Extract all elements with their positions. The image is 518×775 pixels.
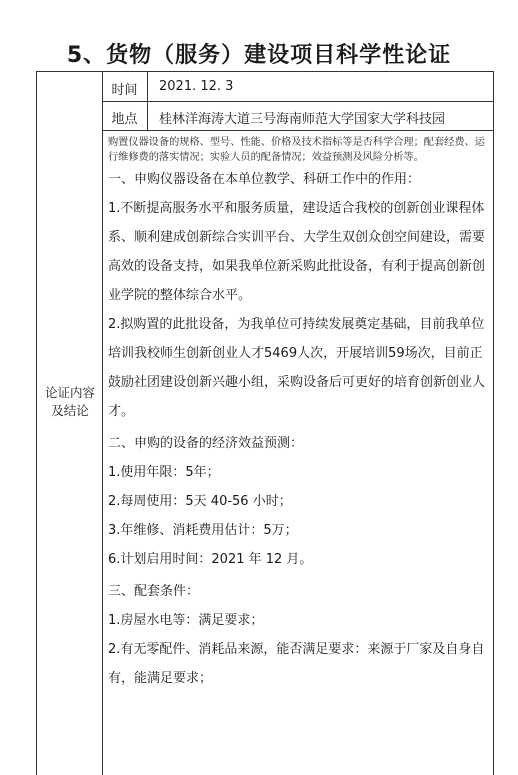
- row-divider-1: [102, 101, 493, 102]
- document-title: 5、货物（服务）建设项目科学性论证: [66, 43, 452, 68]
- list-item-maintenance-cost: 3.年维修、消耗费用估计：5万；: [108, 523, 298, 538]
- list-item-weekly-usage: 2.每周使用：5天 40-56 小时；: [108, 494, 292, 509]
- list-item-usage-years: 1.使用年限：5年；: [108, 465, 220, 480]
- argument-content: [108, 165, 490, 693]
- section-heading-1: 一、申购仪器设备在本单位教学、科研工作中的作用：: [108, 172, 421, 187]
- list-item-start-date: 6.计划启用时间：2021 年 12 月。: [108, 552, 313, 567]
- list-item-utilities: 1.房屋水电等：满足要求；: [108, 613, 264, 628]
- time-value: 2021. 12. 3: [159, 79, 234, 94]
- paragraph-2: 2.拟购置的此批设备，为我单位可持续发展奠定基础，目前我单位培训我校师生创新创业人才5469人次，开展培训59场次，目前正鼓励社团建设创新兴趣小组，采购设备后可更好的培育创新创业人才。: [108, 317, 486, 419]
- place-label: 地点: [111, 112, 138, 127]
- section-label: 论证内容及结论: [44, 385, 95, 418]
- form-table: [36, 71, 494, 775]
- section-heading-3: 三、配套条件：: [108, 584, 200, 599]
- time-label: 时间: [111, 83, 138, 98]
- guidance-note: 购置仪器设备的规格、型号、性能、价格及技术指标等是否科学合理；配套经费、运行维修费的落实情况；实验人员的配备情况；效益预测及风险分析等。: [108, 137, 485, 163]
- paragraph-1: 1.不断提高服务水平和服务质量，建设适合我校的创新创业课程体系、顺利建成创新综合实训平台、大学生双创众创空间建设，需要高效的设备支持，如果我单位新采购此批设备，有利于提高创新创业学院的整体综合水平。: [108, 201, 486, 303]
- label-column-divider: [102, 72, 103, 775]
- row-divider-2: [102, 130, 493, 131]
- label-column: [37, 72, 102, 775]
- section-heading-2: 二、申购的设备的经济效益预测：: [108, 436, 304, 451]
- place-value: 桂林洋海涛大道三号海南师范大学国家大学科技园: [159, 112, 446, 127]
- list-item-spare-parts: 2.有无零配件、消耗品来源，能否满足要求：来源于厂家及自身自有，能满足要求；: [108, 642, 485, 686]
